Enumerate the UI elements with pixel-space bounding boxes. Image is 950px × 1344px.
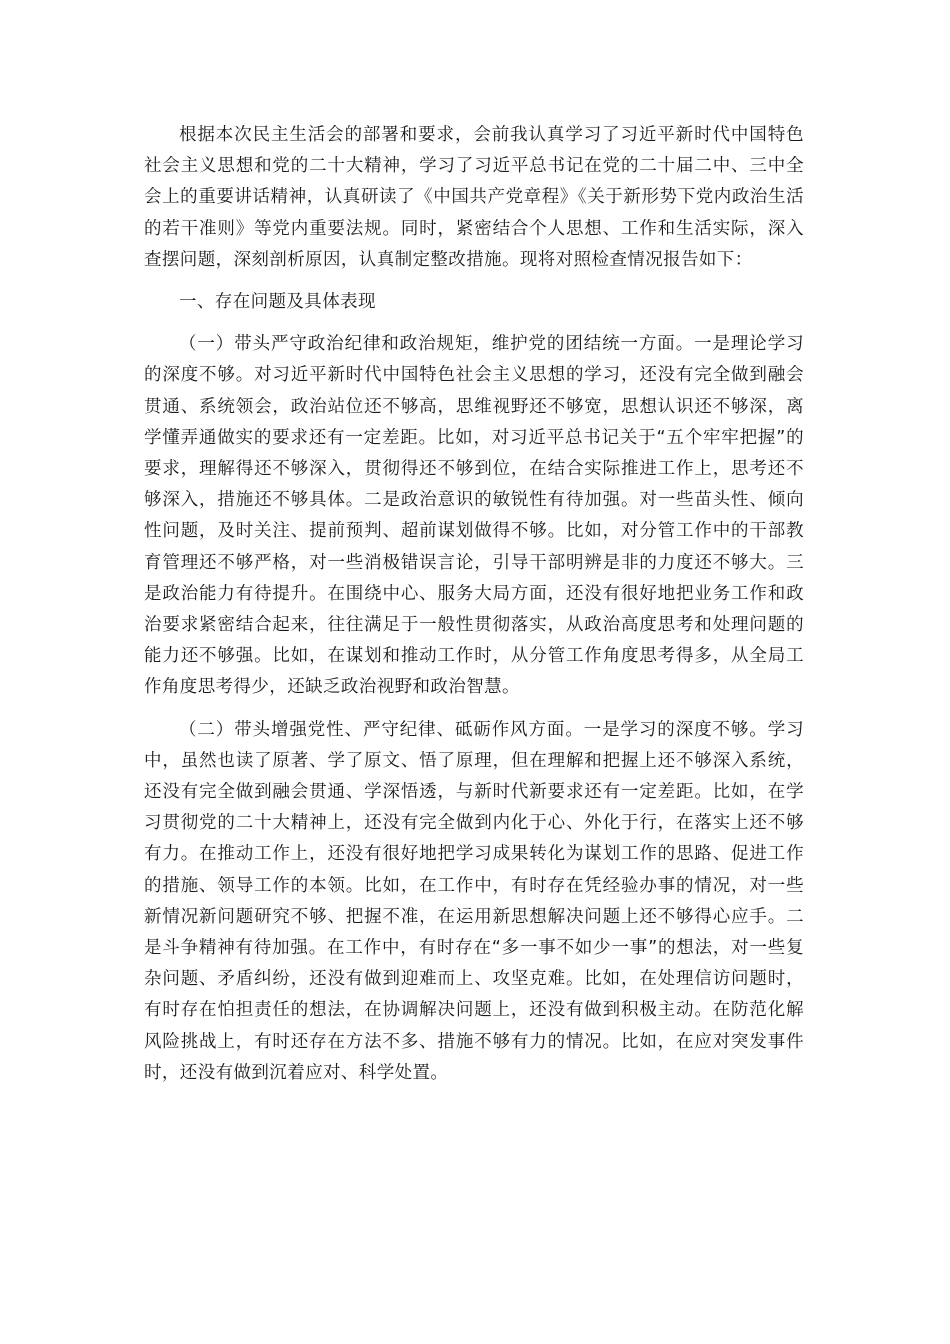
intro-paragraph: 根据本次民主生活会的部署和要求，会前我认真学习了习近平新时代中国特色社会主义思想和党的二十大精神，学习了习近平总书记在党的二十届二中、三中全会上的重要讲话精神，认真研读了《中国共产党章程》《关于新形势下党内政治生活的若干准则》等党内重要法规。同时，紧密结合个人思想、工作和生活实际，深入查摆问题，深刻剖析原因，认真制定整改措施。现将对照检查情况报告如下： (144, 125, 804, 270)
item-paragraph-2: （二）带头增强党性、严守纪律、砥砺作风方面。一是学习的深度不够。学习中，虽然也读了原著、学了原文、悟了原理，但在理解和把握上还不够深入系统，还没有完全做到融会贯通、学深悟透，与新时代新要求还有一定差距。比如，在学习贯彻党的二十大精神上，还没有完全做到内化于心、外化于行，在落实上还不够有力。在推动工作上，还没有很好地把学习成果转化为谋划工作的思路、促进工作的措施、领导工作的本领。比如，在工作中，有时存在凭经验办事的情况，对一些新情况新问题研究不够、把握不准，在运用新思想解决问题上还不够得心应手。二是斗争精神有待加强。在工作中，有时存在“多一事不如少一事”的想法，对一些复杂问题、矛盾纠纷，还没有做到迎难而上、攻坚克难。比如，在处理信访问题时，有时存在怕担责任的想法，在协调解决问题上，还没有做到积极主动。在防范化解风险挑战上，有时还存在方法不多、措施不够有力的情况。比如，在应对突发事件时，还没有做到沉着应对、科学处置。 (144, 719, 804, 1083)
item-paragraph-1: （一）带头严守政治纪律和政治规矩，维护党的团结统一方面。一是理论学习的深度不够。对习近平新时代中国特色社会主义思想的学习，还没有完全做到融会贯通、系统领会，政治站位还不够高，思维视野还不够宽，思想认识还不够深，离学懂弄通做实的要求还有一定差距。比如，对习近平总书记关于“五个牢牢把握”的要求，理解得还不够深入，贯彻得还不够到位，在结合实际推进工作上，思考还不够深入，措施还不够具体。二是政治意识的敏锐性有待加强。对一些苗头性、倾向性问题，及时关注、提前预判、超前谋划做得不够。比如，对分管工作中的干部教育管理还不够严格，对一些消极错误言论，引导干部明辨是非的力度还不够大。三是政治能力有待提升。在围绕中心、服务大局方面，还没有很好地把业务工作和政治要求紧密结合起来，往往满足于一般性贯彻落实，从政治高度思考和处理问题的能力还不够强。比如，在谋划和推动工作时，从分管工作角度思考得多，从全局工作角度思考得少，还缺乏政治视野和政治智慧。 (144, 334, 804, 698)
section-heading-problems: 一、存在问题及具体表现 (179, 292, 376, 313)
document-body (144, 120, 804, 1100)
